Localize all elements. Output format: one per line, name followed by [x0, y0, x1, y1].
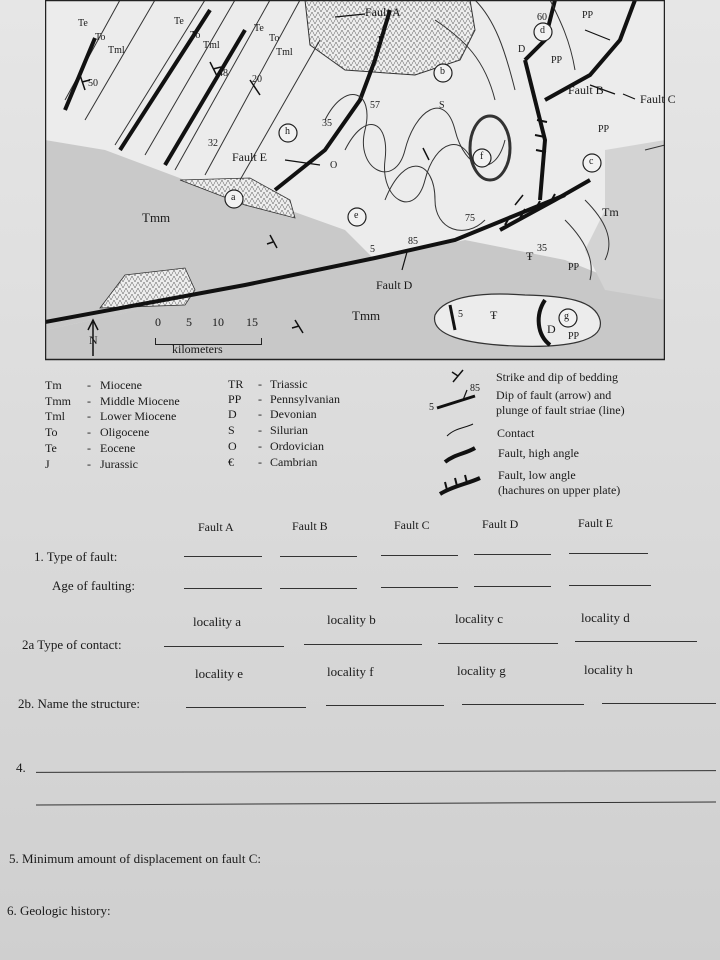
legend-strike-dip-label: Strike and dip of bedding: [496, 370, 618, 384]
unit-name: Pennsylvanian: [270, 392, 340, 406]
locality-a: a: [231, 192, 236, 203]
map-label-tml-3: Tml: [276, 47, 293, 58]
structure-answer-locality-h[interactable]: [602, 703, 716, 704]
unit-code: PP: [228, 392, 242, 406]
map-label-d-inset: D: [547, 322, 556, 336]
dip-label: 20: [252, 74, 262, 85]
legend-fault-low-label2: (hachures on upper plate): [498, 483, 621, 497]
dip-label: 60: [537, 12, 547, 23]
map-label-pp-top1: PP: [582, 10, 594, 21]
unit-name: Silurian: [270, 423, 308, 437]
q2b-label: 2b. Name the structure:: [18, 696, 141, 711]
q1-label: 1. Type of fault:: [34, 549, 118, 564]
age-answer-fault-c[interactable]: [381, 587, 458, 588]
fault-header: Fault E: [578, 516, 613, 530]
unit-name: Lower Miocene: [100, 409, 177, 423]
q1-age-label: Age of faulting:: [52, 578, 136, 593]
locality-g: g: [564, 311, 569, 322]
map-label-j: J: [377, 35, 381, 46]
fault-dip-icon: [437, 396, 475, 408]
unit-code: Te: [45, 441, 57, 455]
unit-name: Jurassic: [100, 457, 138, 471]
unit-name: Ordovician: [270, 439, 324, 453]
q1-answer-fault-e[interactable]: [569, 553, 648, 554]
legend-fault-low-label: Fault, low angle: [498, 468, 576, 482]
dip-label: 32: [208, 138, 218, 149]
fault-high-angle-icon: [445, 448, 475, 462]
map-label-to-1: To: [95, 32, 106, 43]
map-label-fault-d: Fault D: [376, 278, 413, 292]
locality-header: locality g: [457, 663, 506, 678]
legend-fault-dip-label2: plunge of fault striae (line): [496, 403, 625, 417]
scale-tick: 10: [212, 315, 224, 329]
worksheet-page: Fault A Fault B Fault C Fault D Fault E Tmm Tmm Tm PP PP PP PP PP Ŧ Ŧ D Tml Tml Tml Te Te Te To To To J S O D a b c d e f g h 50 48 20 32 35 57 85 75 35 5 5 60 N 0 5 10 15 kilometers Tm Tmm Tml To Te J - - - - - - Miocene Middle Miocene Lower Miocene Oligocene Eocene Jurassic TR PP D S O € - - - - - - Triassic Pennsylvanian Devonian Silurian Ordovician Cambrian 85 5 Strike and dip of bedding Dip of fault (arrow) and plunge of fault striae (line) Contact Fault, high angle Fault, low angle (hachures on upper plate) Fault A Fault B Fault C Fault D Fault E 1. Type of fault: Age of faulting: locality a locality b locality c locality d 2a Type of contact: locality e locality f locality g locality h 2b. Name the structure: 4. 5. Minimum amount of displacement on fault C: 6. Geologic history:: [0, 0, 720, 960]
fault-header: Fault C: [394, 518, 430, 532]
scale-tick: 15: [246, 315, 258, 329]
unit-name: Cambrian: [270, 455, 318, 469]
contact-answer-locality-b[interactable]: [304, 644, 422, 645]
map-label-tml-2: Tml: [203, 40, 220, 51]
dip-label: 5: [370, 244, 375, 255]
age-answer-fault-e[interactable]: [569, 585, 651, 586]
dip-label: 48: [218, 68, 228, 79]
locality-header: locality b: [327, 612, 376, 627]
locality-f: f: [480, 151, 484, 162]
unit-name: Devonian: [270, 407, 317, 421]
q6-label: 6. Geologic history:: [7, 903, 111, 918]
fault-header: Fault B: [292, 519, 328, 533]
contact-answer-locality-c[interactable]: [438, 643, 558, 644]
unit-name: Oligocene: [100, 425, 150, 439]
fault-header: Fault A: [198, 520, 234, 534]
q1-answer-fault-a[interactable]: [184, 556, 262, 557]
map-label-fault-b: Fault B: [568, 83, 604, 97]
dip-label: 57: [370, 100, 380, 111]
north-label: N: [89, 333, 98, 347]
map-label-tml-1: Tml: [108, 45, 125, 56]
locality-header: locality d: [581, 610, 630, 625]
locality-header: locality f: [327, 664, 374, 679]
map-label-te-3: Te: [254, 23, 264, 34]
legend-fault-dip-label: Dip of fault (arrow) and: [496, 388, 612, 402]
map-label-tmm-bottom: Tmm: [352, 308, 381, 323]
locality-e: e: [354, 210, 359, 221]
unit-code: D: [228, 407, 237, 421]
unit-code: O: [228, 439, 237, 453]
contact-line-icon: [447, 424, 473, 436]
q4-answer-line-1[interactable]: [36, 770, 716, 773]
unit-code: J: [45, 457, 50, 471]
unit-code: To: [45, 425, 58, 439]
legend-dip-value: 85: [470, 383, 480, 394]
map-label-to-3: To: [269, 33, 280, 44]
legend-contact-label: Contact: [497, 426, 535, 440]
locality-header: locality a: [193, 614, 242, 629]
locality-header: locality e: [195, 666, 244, 681]
legend-fault-high-label: Fault, high angle: [498, 446, 579, 460]
dip-label: 5: [458, 309, 463, 320]
q1-answer-fault-c[interactable]: [381, 555, 458, 556]
map-label-tm-right: Tm: [602, 205, 619, 219]
structure-answer-locality-e[interactable]: [186, 707, 306, 708]
q1-answer-fault-d[interactable]: [474, 554, 551, 555]
q4-label: 4.: [16, 760, 26, 775]
age-answer-fault-a[interactable]: [184, 588, 262, 589]
dip-label: 85: [408, 236, 418, 247]
contact-answer-locality-a[interactable]: [164, 646, 284, 647]
map-label-pp-right: PP: [598, 124, 610, 135]
map-label-pp-top2: PP: [551, 55, 563, 66]
locality-h: h: [285, 126, 290, 137]
scale-tick: 0: [155, 315, 161, 329]
q2a-label: 2a Type of contact:: [22, 637, 122, 652]
map-label-tr-inset: Ŧ: [490, 308, 498, 322]
legend-plunge-value: 5: [429, 402, 434, 413]
unit-code: Tml: [45, 409, 65, 423]
q4-answer-line-2[interactable]: [36, 802, 716, 806]
contact-answer-locality-d[interactable]: [575, 641, 697, 642]
map-label-o-mid: O: [330, 160, 338, 171]
map-label-fault-e: Fault E: [232, 150, 267, 164]
unit-name: Eocene: [100, 441, 136, 455]
dip-label: 35: [322, 118, 332, 129]
dip-label: 75: [465, 213, 475, 224]
scale-tick: 5: [186, 315, 192, 329]
unit-code: €: [228, 455, 234, 469]
unit-code: Tm: [45, 378, 62, 392]
map-label-pp-lower: PP: [568, 262, 580, 273]
q1-answer-fault-b[interactable]: [280, 556, 357, 557]
map-label-te-1: Te: [78, 18, 88, 29]
q5-label: 5. Minimum amount of displacement on fault C:: [9, 851, 262, 866]
map-label-fault-a: Fault A: [365, 5, 401, 19]
dip-label: 50: [88, 78, 98, 89]
map-label-tr-mid: Ŧ: [526, 249, 534, 263]
unit-code: Tmm: [45, 394, 71, 408]
map-label-d-top: D: [518, 44, 526, 55]
map-label-tmm-left: Tmm: [142, 210, 171, 225]
unit-code: TR: [228, 377, 244, 391]
structure-answer-locality-f[interactable]: [326, 705, 444, 706]
legend-symbols: [425, 368, 495, 503]
locality-header: locality h: [584, 662, 633, 677]
locality-d: d: [540, 25, 545, 36]
fault-header: Fault D: [482, 517, 519, 531]
locality-c: c: [589, 156, 594, 167]
unit-name: Miocene: [100, 378, 142, 392]
age-answer-fault-d[interactable]: [474, 586, 551, 587]
map-label-te-2: Te: [174, 16, 184, 27]
unit-name: Middle Miocene: [100, 394, 180, 408]
dip-label: 35: [537, 243, 547, 254]
structure-answer-locality-g[interactable]: [462, 704, 584, 705]
unit-name: Triassic: [270, 377, 308, 391]
map-label-fault-c: Fault C: [640, 92, 676, 106]
map-label-s-mid: S: [439, 100, 445, 111]
map-label-to-2: To: [190, 30, 201, 41]
locality-b: b: [440, 66, 445, 77]
scale-unit: kilometers: [172, 342, 223, 356]
locality-header: locality c: [455, 611, 504, 626]
age-answer-fault-b[interactable]: [280, 588, 357, 589]
map-label-pp-inset: PP: [568, 331, 580, 342]
unit-code: S: [228, 423, 235, 437]
